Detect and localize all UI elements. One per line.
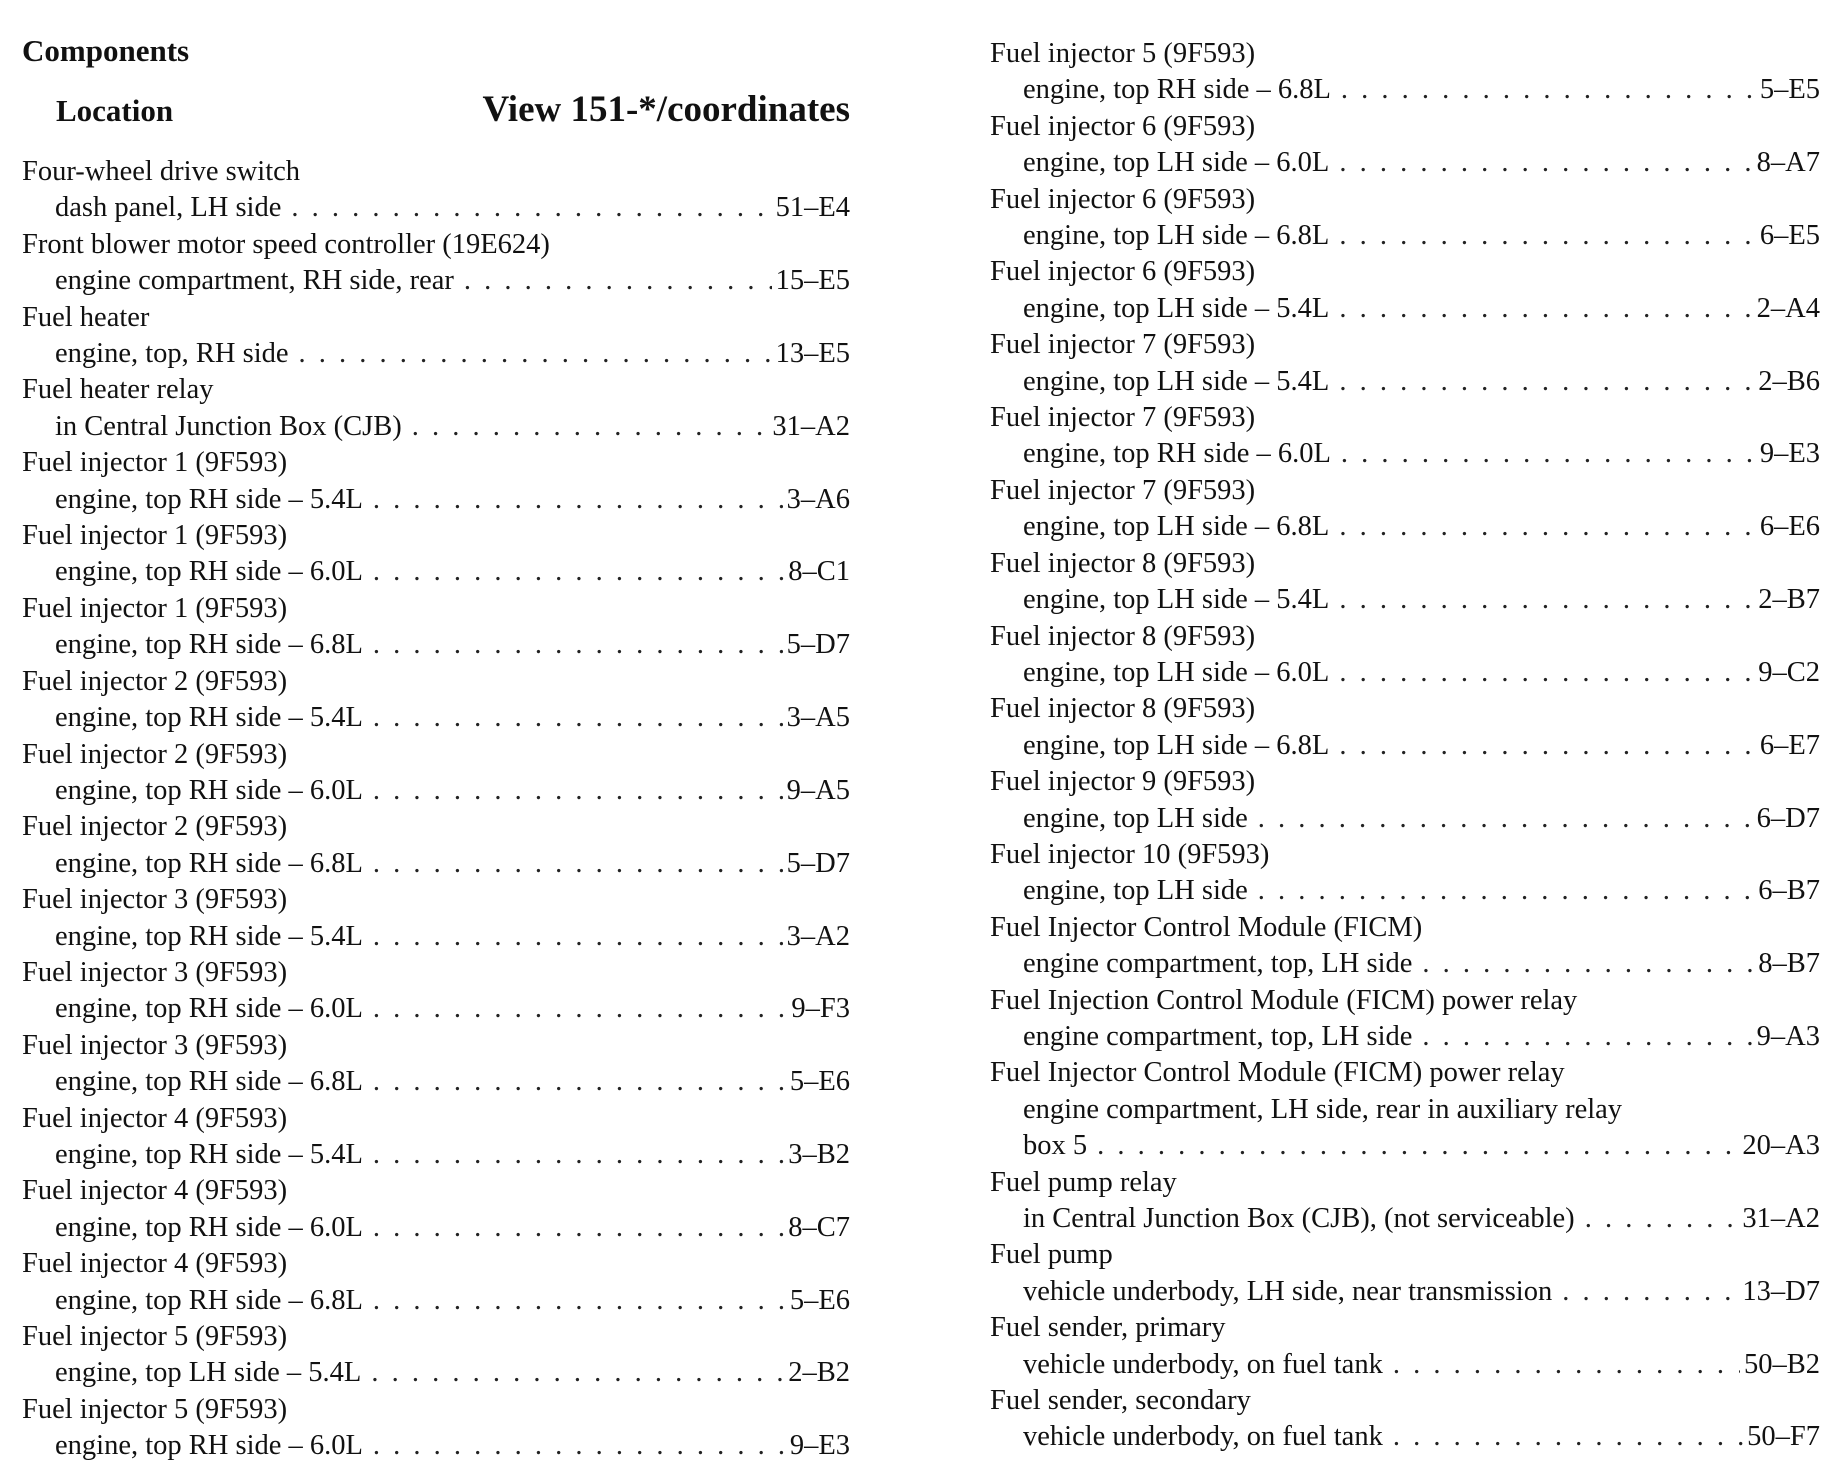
dot-leader — [1422, 1019, 1752, 1055]
dot-leader — [1393, 1347, 1740, 1383]
view-coordinate-ref: 3–B2 — [788, 1138, 850, 1170]
component-entry — [22, 882, 850, 955]
dot-leader — [1393, 1419, 1743, 1455]
component-location: dash panel, LH side — [55, 192, 282, 224]
component-location-row — [22, 1428, 850, 1464]
component-location: engine, top RH side – 6.8L — [55, 1066, 363, 1098]
component-entry — [990, 1383, 1820, 1456]
component-name: Fuel injector 6 (9F593) — [990, 110, 1256, 142]
component-entry — [990, 327, 1820, 400]
component-location: engine, top, RH side — [55, 338, 289, 370]
component-location-row — [22, 627, 850, 663]
dot-leader — [373, 846, 783, 882]
component-entry — [990, 837, 1820, 910]
view-coordinate-ref: 2–B2 — [788, 1357, 850, 1389]
component-name: Fuel injector 5 (9F593) — [22, 1321, 288, 1352]
component-entry — [990, 691, 1820, 764]
component-name: Fuel injector 3 (9F593) — [22, 1029, 288, 1061]
component-entry — [990, 546, 1820, 619]
view-coordinate-ref: 8–B7 — [1758, 948, 1820, 980]
component-name: Fuel injector 8 (9F593) — [990, 547, 1256, 579]
component-entry — [22, 372, 850, 445]
component-location-row — [990, 1347, 1820, 1383]
component-name: Fuel pump relay — [990, 1166, 1177, 1198]
component-name: Fuel injector 6 (9F593) — [990, 256, 1256, 288]
view-coordinate-ref: 5–E6 — [789, 1284, 850, 1316]
component-location: engine, top LH side – 6.8L — [1023, 511, 1330, 543]
component-location: engine, top RH side – 5.4L — [55, 702, 363, 734]
component-name: Fuel injector 1 (9F593) — [22, 520, 288, 552]
component-entry — [990, 109, 1820, 182]
component-location-row — [990, 946, 1820, 982]
view-coordinate-ref: 5–E5 — [1759, 74, 1820, 106]
view-coordinate-ref: 3–A2 — [786, 920, 850, 952]
component-name: Fuel injector 7 (9F593) — [990, 329, 1256, 361]
component-location-row — [990, 1019, 1820, 1055]
view-coordinate-ref: 6–E6 — [1759, 511, 1820, 543]
component-location-row — [22, 263, 850, 299]
view-coordinate-ref: 6–E5 — [1759, 220, 1820, 252]
component-entry — [990, 910, 1820, 983]
dot-leader — [1562, 1274, 1738, 1310]
component-name: Fuel injector 1 (9F593) — [22, 447, 288, 479]
component-location-row — [990, 509, 1820, 545]
component-location: engine, top RH side – 6.0L — [55, 993, 363, 1025]
component-location-row — [990, 1274, 1820, 1310]
component-location-row — [990, 364, 1820, 400]
dot-leader — [373, 627, 783, 663]
component-location: engine, top LH side — [1023, 802, 1248, 834]
component-name: Fuel injector 9 (9F593) — [990, 766, 1256, 798]
component-location: engine, top RH side – 6.8L — [55, 629, 363, 661]
component-location: engine, top RH side – 6.8L — [55, 1284, 363, 1316]
component-location-first-line: engine compartment, LH side, rear in auxiliary relay — [1023, 1093, 1623, 1125]
component-name: Fuel Injection Control Module (FICM) power relay — [990, 984, 1578, 1016]
component-location-row — [990, 1201, 1820, 1237]
dot-leader — [373, 482, 783, 518]
dot-leader — [1339, 509, 1756, 545]
component-name: Fuel injector 4 (9F593) — [22, 1102, 288, 1134]
component-name: Fuel pump — [990, 1239, 1113, 1271]
view-coordinate-ref: 5–D7 — [786, 847, 850, 879]
component-entry — [990, 182, 1820, 255]
view-coordinate-ref: 3–A5 — [786, 702, 850, 734]
component-location: vehicle underbody, on fuel tank — [1023, 1421, 1383, 1453]
component-entry — [990, 1310, 1820, 1383]
component-location: engine, top LH side – 5.4L — [1023, 292, 1330, 324]
component-entry — [22, 227, 850, 300]
component-name: Fuel injector 10 (9F593) — [990, 838, 1270, 870]
view-coordinate-ref: 50–F7 — [1747, 1421, 1820, 1453]
component-name: Fuel injector 1 (9F593) — [22, 592, 288, 624]
component-name: Fuel injector 3 (9F593) — [22, 884, 288, 916]
component-entry — [22, 955, 850, 1028]
component-name: Front blower motor speed controller (19E624) — [22, 228, 550, 260]
component-location-row — [22, 700, 850, 736]
view-coordinate-ref: 13–E5 — [775, 338, 850, 370]
component-entry — [22, 1392, 850, 1465]
component-entry — [22, 591, 850, 664]
component-location: engine, top RH side – 6.8L — [55, 847, 363, 879]
location-column-header: Location — [56, 93, 174, 128]
view-coordinate-ref: 2–B6 — [1758, 365, 1820, 397]
dot-leader — [373, 991, 787, 1027]
component-location-row — [990, 72, 1820, 108]
dot-leader — [1258, 801, 1753, 837]
dot-leader — [1341, 72, 1756, 108]
dot-leader — [291, 190, 771, 226]
component-location-row — [990, 801, 1820, 837]
component-location-row — [22, 409, 850, 445]
view-coordinate-ref: 31–A2 — [1742, 1203, 1820, 1234]
component-entry — [22, 1101, 850, 1174]
component-location-row — [22, 1137, 850, 1173]
component-location-row — [22, 1210, 850, 1246]
component-location: engine, top LH side – 6.8L — [1023, 220, 1330, 252]
component-location: vehicle underbody, on fuel tank — [1023, 1348, 1383, 1380]
component-location: vehicle underbody, LH side, near transmission — [1023, 1275, 1553, 1307]
component-location-row — [990, 873, 1820, 909]
dot-leader — [1339, 655, 1754, 691]
component-location-row — [990, 728, 1820, 764]
dot-leader — [1339, 582, 1754, 618]
component-name: Fuel heater — [22, 301, 150, 333]
component-location: engine, top LH side – 6.8L — [1023, 729, 1330, 761]
component-entry — [990, 254, 1820, 327]
view-coordinate-ref: 8–C1 — [788, 556, 850, 588]
view-coordinate-ref: 9–F3 — [791, 993, 850, 1025]
component-location: engine, top RH side – 5.4L — [55, 920, 363, 952]
dot-leader — [299, 336, 772, 372]
component-location: engine, top LH side – 5.4L — [1023, 365, 1330, 397]
component-name: Four-wheel drive switch — [22, 156, 301, 187]
view-coordinate-ref: 6–E7 — [1759, 729, 1820, 761]
component-name: Fuel injector 7 (9F593) — [990, 402, 1256, 434]
view-coordinate-ref: 9–C2 — [1758, 656, 1820, 688]
component-name: Fuel injector 7 (9F593) — [990, 474, 1256, 506]
right-component-list — [990, 36, 1820, 1456]
view-coordinate-ref: 3–A6 — [786, 483, 850, 515]
view-coordinate-ref: 15–E5 — [775, 265, 850, 297]
component-name: Fuel Injector Control Module (FICM) — [990, 911, 1423, 943]
component-location-row — [990, 291, 1820, 327]
component-location: engine, top RH side – 6.0L — [1023, 438, 1331, 470]
view-coordinate-ref: 5–D7 — [786, 629, 850, 661]
component-name: Fuel injector 2 (9F593) — [22, 665, 288, 697]
component-location: engine, top RH side – 5.4L — [55, 1138, 363, 1170]
view-coordinate-ref: 8–A7 — [1756, 147, 1820, 179]
component-entry — [22, 664, 850, 737]
component-name: Fuel heater relay — [22, 374, 214, 406]
component-location-row — [990, 145, 1820, 181]
component-location-row — [22, 554, 850, 590]
view-coordinate-ref: 9–A3 — [1756, 1020, 1820, 1052]
dot-leader — [1339, 728, 1756, 764]
component-entry — [990, 400, 1820, 473]
view-coordinate-ref: 51–E4 — [775, 192, 850, 224]
left-component-list — [22, 154, 850, 1465]
dot-leader — [373, 773, 783, 809]
component-location-row — [990, 655, 1820, 691]
dot-leader — [373, 1137, 784, 1173]
dot-leader — [373, 919, 783, 955]
dot-leader — [1585, 1201, 1739, 1237]
component-location: engine compartment, top, LH side — [1023, 1020, 1413, 1052]
view-coordinate-ref: 2–A4 — [1756, 292, 1820, 324]
dot-leader — [1339, 145, 1752, 181]
component-location-row — [990, 218, 1820, 254]
component-location: engine, top LH side — [1023, 875, 1248, 907]
component-entry — [990, 1055, 1820, 1164]
component-entry — [22, 154, 850, 227]
component-location-row — [22, 1283, 850, 1319]
view-coordinate-ref: 8–C7 — [788, 1211, 850, 1243]
view-coordinate-ref: 13–D7 — [1742, 1275, 1820, 1307]
view-coordinate-ref: 6–D7 — [1756, 802, 1820, 834]
section-title: Components — [22, 33, 190, 68]
dot-leader — [1097, 1128, 1738, 1164]
view-coordinates-column-header: View 151-*/coordinates — [482, 89, 850, 130]
component-name: Fuel injector 8 (9F593) — [990, 693, 1256, 725]
component-location: engine, top RH side – 6.0L — [55, 774, 363, 806]
component-location: engine compartment, top, LH side — [1023, 948, 1413, 980]
view-coordinate-ref: 31–A2 — [772, 410, 850, 442]
component-name: Fuel injector 5 (9F593) — [990, 38, 1256, 69]
dot-leader — [1341, 436, 1756, 472]
component-entry — [22, 1319, 850, 1392]
component-location: in Central Junction Box (CJB) — [55, 410, 402, 442]
component-location-row — [22, 1355, 850, 1391]
component-location-row — [990, 582, 1820, 618]
component-location-row — [22, 482, 850, 518]
component-location: engine, top RH side – 6.0L — [55, 1211, 363, 1243]
component-entry — [22, 737, 850, 810]
dot-leader — [1339, 364, 1754, 400]
view-coordinate-ref: 2–B7 — [1758, 584, 1820, 616]
component-location-row — [22, 846, 850, 882]
view-coordinate-ref: 50–B2 — [1743, 1348, 1820, 1380]
component-name: Fuel injector 6 (9F593) — [990, 183, 1256, 215]
dot-leader — [1258, 873, 1754, 909]
view-coordinate-ref: 9–A5 — [786, 774, 850, 806]
component-location-row — [22, 336, 850, 372]
component-entry — [990, 1237, 1820, 1310]
component-location-row — [22, 190, 850, 226]
component-name: Fuel injector 5 (9F593) — [22, 1393, 288, 1425]
dot-leader — [373, 1283, 786, 1319]
component-location: in Central Junction Box (CJB), (not serviceable) — [1023, 1203, 1575, 1234]
component-entry — [22, 1173, 850, 1246]
component-location: engine compartment, RH side, rear — [55, 265, 454, 297]
component-name: Fuel sender, primary — [990, 1312, 1226, 1344]
component-entry — [990, 36, 1820, 109]
component-location: engine, top RH side – 5.4L — [55, 483, 363, 515]
component-entry — [990, 473, 1820, 546]
component-location: engine, top LH side – 5.4L — [55, 1357, 362, 1389]
view-coordinate-ref: 6–B7 — [1758, 875, 1820, 907]
component-name: Fuel sender, secondary — [990, 1385, 1251, 1417]
component-entry — [990, 764, 1820, 837]
component-location: engine, top RH side – 6.0L — [55, 1430, 363, 1462]
dot-leader — [412, 409, 769, 445]
component-name: Fuel injector 8 (9F593) — [990, 620, 1256, 652]
component-entry — [22, 1028, 850, 1101]
dot-leader — [373, 1064, 786, 1100]
component-entry — [22, 518, 850, 591]
dot-leader — [373, 554, 784, 590]
component-location-row — [22, 1064, 850, 1100]
dot-leader — [373, 700, 783, 736]
component-location-row — [22, 991, 850, 1027]
component-entry — [22, 445, 850, 518]
component-entry — [990, 1165, 1820, 1238]
component-name: Fuel injector 4 (9F593) — [22, 1248, 288, 1280]
dot-leader — [373, 1210, 784, 1246]
component-location: engine, top RH side – 6.8L — [1023, 74, 1331, 106]
dot-leader — [464, 263, 772, 299]
component-location: box 5 — [1023, 1130, 1088, 1162]
component-location-row — [990, 1419, 1820, 1455]
component-location-row — [990, 436, 1820, 472]
component-location: engine, top LH side – 6.0L — [1023, 147, 1330, 179]
component-entry — [990, 983, 1820, 1056]
component-location: engine, top LH side – 6.0L — [1023, 656, 1330, 688]
component-location-row — [22, 773, 850, 809]
component-name: Fuel injector 3 (9F593) — [22, 956, 288, 988]
dot-leader — [1339, 291, 1752, 327]
component-location-row — [990, 1128, 1820, 1164]
component-location-row — [22, 919, 850, 955]
component-entry — [22, 1246, 850, 1319]
component-location: engine, top LH side – 5.4L — [1023, 584, 1330, 616]
component-entry — [22, 809, 850, 882]
view-coordinate-ref: 9–E3 — [789, 1430, 850, 1462]
component-entry — [990, 619, 1820, 692]
component-name: Fuel injector 4 (9F593) — [22, 1175, 288, 1207]
dot-leader — [373, 1428, 786, 1464]
component-name: Fuel Injector Control Module (FICM) power relay — [990, 1057, 1565, 1089]
view-coordinate-ref: 20–A3 — [1742, 1130, 1820, 1162]
component-entry — [22, 300, 850, 373]
dot-leader — [1339, 218, 1756, 254]
component-name: Fuel injector 2 (9F593) — [22, 811, 288, 843]
view-coordinate-ref: 9–E3 — [1759, 438, 1820, 470]
component-location: engine, top RH side – 6.0L — [55, 556, 363, 588]
view-coordinate-ref: 5–E6 — [789, 1066, 850, 1098]
dot-leader — [371, 1355, 784, 1391]
dot-leader — [1422, 946, 1754, 982]
component-name: Fuel injector 2 (9F593) — [22, 738, 288, 770]
